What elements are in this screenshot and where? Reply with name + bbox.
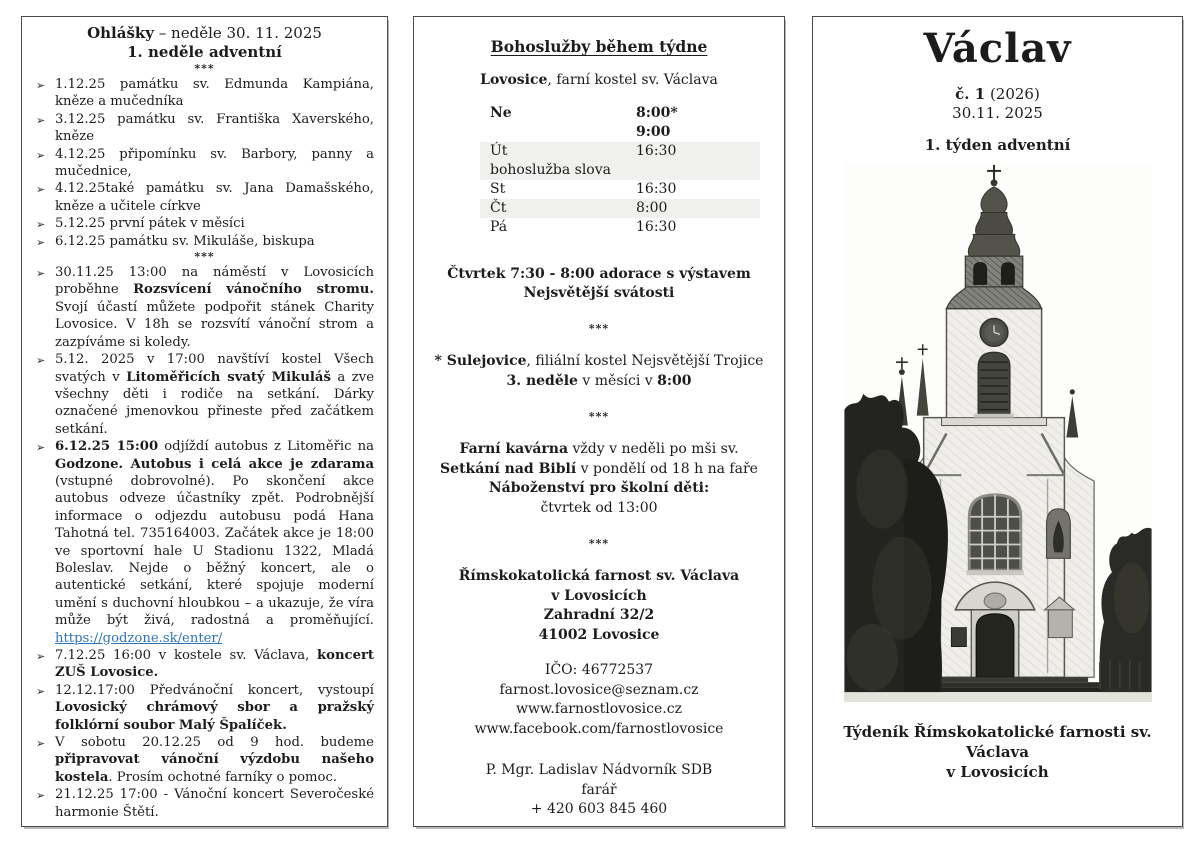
text-segment: v pondělí od 18 h na faře [576, 460, 758, 477]
schedule-day: Ne [490, 105, 512, 121]
announcement-text [55, 648, 374, 680]
text-segment: Litoměřicích svatý Mikuláš [126, 369, 331, 385]
announcement-item [35, 215, 374, 232]
announcement-text [55, 77, 374, 109]
arrow-bullet-icon: ➢ [36, 79, 46, 92]
activity-line [428, 440, 770, 460]
text-segment: 4.12.25 připomínku sv. Barbory, panny a mučednice, [55, 146, 374, 180]
notice-board [951, 628, 966, 647]
schedule-time: 16:30 [636, 219, 677, 235]
arrow-bullet-icon: ➢ [36, 148, 46, 162]
arrow-bullet-icon: ➢ [36, 684, 46, 698]
arrow-bullet-icon: ➢ [36, 789, 46, 803]
schedule-row [480, 104, 760, 142]
text-segment: Rozsvícení vánočního stromu. [133, 282, 374, 298]
lovosice-church-line [428, 71, 770, 90]
announcement-text [55, 683, 374, 733]
announcement-item [35, 734, 374, 786]
announcement-item [35, 180, 374, 215]
schedule-time: 8:00 [636, 200, 668, 216]
text-segment: Farní kavárna [459, 441, 569, 457]
announcement-item [35, 76, 374, 111]
schedule-row [480, 142, 760, 180]
adoration-line: Čtvrtek 7:30 - 8:00 adorace s výstavem [447, 266, 751, 282]
sulejovice-note [428, 352, 770, 391]
arrow-bullet-icon: ➢ [36, 267, 46, 281]
schedule-day: Pá [490, 219, 508, 235]
adoration-note [428, 265, 770, 303]
text-segment: (vstupné dobrovolné). Po skončení akce autobus odveze účastníky zpět. Podrobnější informace o odjezdu autobusu podá Hana Tahotná tel. 735164003. Začátek akce je 18:00 ve sportovní hale U Stadionu 1322, Mladá Boleslav. Nejde o běžný koncert, ale o autentické setkání, které spojuje moderní umění s duchovní hloubkou – a ukazuje, že víra může být živá, radostná a proměňující. [55, 473, 374, 629]
text-segment: , filiální kostel Nejsvětější Trojice [526, 353, 764, 369]
contact-line: farnost.lovosice@seznam.cz [499, 681, 699, 698]
announcement-item [35, 233, 374, 250]
services-panel [413, 16, 785, 827]
arrow-bullet-icon: ➢ [36, 183, 46, 197]
text-segment: Lovosice [480, 72, 548, 88]
text-segment: 3. neděle [506, 372, 578, 389]
schedule-row [480, 218, 760, 237]
section-separator: *** [588, 322, 610, 335]
schedule-row [480, 180, 760, 199]
contact-line: www.farnostlovosice.cz [516, 701, 682, 717]
announcement-text [55, 181, 374, 213]
schedule-day: St [490, 181, 506, 197]
text-segment: 5.12. 2025 v 17:00 navštíví kostel Všech svatých v [55, 352, 374, 385]
announcement-text [55, 216, 245, 231]
text-segment: 30.11.25 13:00 na náměstí v Lovosicích proběhne [55, 265, 374, 298]
arrow-bullet-icon: ➢ [36, 441, 46, 455]
schedule-note: bohoslužba slova [490, 162, 611, 178]
parish-address-line: Zahradní 32/2 [543, 607, 655, 623]
advent-sunday-heading: 1. neděle adventní [127, 43, 282, 61]
announcement-text [55, 352, 374, 437]
announcement-item [35, 438, 374, 647]
text-segment: v měsíci v [577, 372, 658, 389]
text-segment: koncert ZUŠ Lovosice. [55, 648, 374, 681]
text-segment: V sobotu 20.12.25 od 9 hod. budeme [55, 735, 374, 751]
announcement-text [55, 112, 374, 144]
announcement-item [35, 111, 374, 146]
section-separator: *** [194, 62, 215, 75]
text-segment: vždy v neděli po mši sv. [568, 441, 739, 457]
arrow-bullet-icon: ➢ [36, 354, 46, 368]
announcement-text [55, 787, 374, 819]
section-separator: *** [588, 410, 610, 423]
sulejovice-line [428, 372, 770, 392]
activity-line [428, 460, 770, 480]
arrow-bullet-icon: ➢ [36, 737, 46, 751]
church-sketch-image [844, 162, 1152, 702]
facade-window [966, 495, 1023, 575]
church-tower [941, 309, 1046, 426]
text-segment: 8:00 [657, 372, 692, 389]
parish-address [428, 567, 770, 645]
announcement-text [55, 735, 374, 785]
ground [844, 692, 1151, 702]
adoration-line: Nejsvětější svátosti [523, 285, 675, 301]
schedule-time: 16:30 [636, 143, 677, 159]
text-segment: a zve všechny děti i rodiče na setkání. Dárky označené jmenovkou přineste před začátkem setkání. [55, 369, 375, 437]
announcement-item [35, 146, 374, 181]
schedule-time: 16:30 [636, 181, 677, 197]
weekly-services-title: Bohoslužby během týdne [490, 37, 708, 56]
bulletin-title: Václav [923, 25, 1072, 72]
schedule-row [480, 199, 760, 218]
issue-number: č. 1 (2026) [955, 85, 1040, 103]
priest-line: + 420 603 845 460 [530, 801, 668, 817]
text-segment: 12.12.17:00 Předvánoční koncert, vystoupí [55, 682, 374, 698]
parish-address-line: 41002 Lovosice [538, 626, 660, 643]
text-segment: . Prosím ochotné farníky o pomoc. [108, 769, 338, 785]
text-segment: 21.12.25 17:00 - Vánoční koncert Severočeské harmonie Štětí. [55, 787, 374, 820]
arrow-bullet-icon: ➢ [36, 218, 46, 232]
announcement-item [35, 786, 374, 821]
announcements-list [35, 76, 374, 821]
announcement-text [55, 265, 374, 350]
priest-info [428, 761, 770, 820]
text-segment: 7.12.25 16:00 v kostele sv. Václava, [55, 648, 318, 663]
masthead-panel [812, 16, 1183, 827]
church-door [976, 614, 1014, 677]
announcement-item [35, 682, 374, 734]
contact-line: IČO: 46772537 [544, 662, 654, 678]
text-segment: Náboženství pro školní děti: [488, 480, 710, 496]
schedule-day: Út bohoslužba slova [490, 142, 636, 180]
activity-line [428, 499, 770, 519]
text-segment: Lovosický chrámový sbor a pražský folklórní soubor Malý Špalíček. [55, 700, 374, 733]
text-segment: 3.12.25 památku sv. Františka Xaverského, kněze [55, 111, 374, 145]
text-segment: 6.12.25 památku sv. Mikuláše, biskupa [55, 233, 315, 249]
text-segment: 6.12.25 15:00 [55, 439, 159, 455]
parish-address-line: v Lovosicích [551, 587, 647, 604]
announcements-title [35, 24, 374, 43]
announcement-item [35, 647, 374, 682]
arrow-bullet-icon: ➢ [36, 650, 46, 663]
priest-line: P. Mgr. Ladislav Nádvorník SDB [485, 762, 713, 778]
contact-line: www.facebook.com/farnostlovosice [474, 720, 724, 737]
mass-schedule-table [480, 104, 760, 237]
godzone-link[interactable]: https://godzone.sk/enter/ [55, 630, 223, 646]
text-segment: , farní kostel sv. Václava [547, 72, 718, 88]
text-segment: 1.12.25 památku sv. Edmunda Kampiána, kněze a mučedníka [55, 77, 374, 110]
section-separator: *** [588, 537, 610, 550]
announcements-title-word: Ohlášky [87, 24, 155, 42]
text-segment: připravovat vánoční výzdobu našeho kostela [55, 752, 374, 785]
advent-week-heading: 1. týden adventní [924, 136, 1071, 154]
parish-contacts [428, 661, 770, 739]
schedule-day: Čt [490, 200, 507, 216]
sulejovice-line [428, 352, 770, 372]
announcement-text [55, 439, 374, 645]
text-segment: odjíždí autobus z Litoměřic na [158, 439, 374, 455]
parish-address-line: Římskokatolická farnost sv. Václava [458, 568, 740, 584]
announcement-item [35, 351, 374, 438]
arrow-bullet-icon: ➢ [36, 235, 46, 249]
announcement-item [35, 264, 374, 351]
text-segment: * Sulejovice [434, 353, 527, 369]
text-segment: čtvrtek od 13:00 [540, 499, 658, 516]
bulletin-footer: Týdeník Římskokatolické farnosti sv. Václava v Lovosicích [843, 723, 1152, 781]
text-segment: 5.12.25 první pátek v měsíci [55, 216, 245, 232]
text-segment: 4.12.25také památku sv. Jana Damašského, kněze a učitele církve [55, 181, 374, 214]
section-separator: *** [194, 250, 215, 264]
text-segment: Setkání nad Biblí [440, 460, 577, 477]
announcements-title-date: – neděle 30. 11. 2025 [154, 24, 322, 42]
schedule-time: 8:00* 9:00 [636, 105, 678, 140]
arrow-bullet-icon: ➢ [36, 113, 46, 127]
priest-line: farář [581, 781, 617, 798]
text-segment: Svojí účastí můžete podpořit stánek Charity Lovosice. V 18h se rozsvítí vánoční strom a zazpíváme si koledy. [55, 299, 374, 350]
text-segment: Godzone. Autobus i celá akce je zdarama [55, 456, 374, 472]
announcements-panel [21, 16, 388, 827]
parish-activities [428, 440, 770, 518]
activity-line [428, 479, 770, 499]
issue-date: 30.11. 2025 [952, 104, 1043, 122]
announcement-text [55, 234, 315, 249]
announcement-text [55, 147, 374, 179]
